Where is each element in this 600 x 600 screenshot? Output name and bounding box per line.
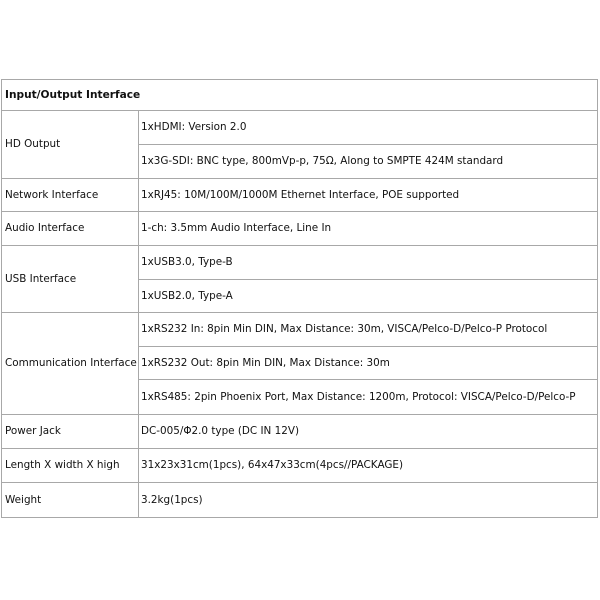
row-value-hdmi: 1xHDMI: Version 2.0 bbox=[139, 111, 598, 145]
section-title: Input/Output Interface bbox=[2, 80, 598, 111]
table-row-weight bbox=[2, 483, 598, 518]
row-label-usb: USB Interface bbox=[2, 246, 139, 313]
row-value-network: 1xRJ45: 10M/100M/1000M Ethernet Interface, POE supported bbox=[139, 179, 598, 212]
table-row-dimensions bbox=[2, 449, 598, 483]
row-value-weight: 3.2kg(1pcs) bbox=[139, 483, 598, 518]
row-value-sdi: 1x3G-SDI: BNC type, 800mVp-p, 75Ω, Along to SMPTE 424M standard bbox=[139, 145, 598, 179]
row-label-communication: Communication Interface bbox=[2, 313, 139, 415]
row-value-rs232-out: 1xRS232 Out: 8pin Min DIN, Max Distance: 30m bbox=[139, 347, 598, 380]
row-label-power: Power Jack bbox=[2, 415, 139, 449]
table-row-hd-output bbox=[2, 111, 598, 145]
row-value-power: DC-005/Φ2.0 type (DC IN 12V) bbox=[139, 415, 598, 449]
row-value-dimensions: 31x23x31cm(1pcs), 64x47x33cm(4pcs//PACKAGE) bbox=[139, 449, 598, 483]
table-row-communication bbox=[2, 313, 598, 347]
table-row-usb bbox=[2, 246, 598, 280]
spec-table bbox=[1, 79, 598, 518]
row-label-weight: Weight bbox=[2, 483, 139, 518]
row-value-usb2: 1xUSB2.0, Type-A bbox=[139, 280, 598, 313]
table-row-audio bbox=[2, 212, 598, 246]
section-header-row bbox=[2, 80, 598, 111]
row-value-audio: 1-ch: 3.5mm Audio Interface, Line In bbox=[139, 212, 598, 246]
row-label-audio: Audio Interface bbox=[2, 212, 139, 246]
row-label-hd-output: HD Output bbox=[2, 111, 139, 179]
row-value-usb3: 1xUSB3.0, Type-B bbox=[139, 246, 598, 280]
row-label-dimensions: Length X width X high bbox=[2, 449, 139, 483]
row-value-rs232-in: 1xRS232 In: 8pin Min DIN, Max Distance: 30m, VISCA/Pelco-D/Pelco-P Protocol bbox=[139, 313, 598, 347]
row-label-network: Network Interface bbox=[2, 179, 139, 212]
row-value-rs485: 1xRS485: 2pin Phoenix Port, Max Distance: 1200m, Protocol: VISCA/Pelco-D/Pelco-P bbox=[139, 380, 598, 415]
table-row-network bbox=[2, 179, 598, 212]
table-row-power bbox=[2, 415, 598, 449]
